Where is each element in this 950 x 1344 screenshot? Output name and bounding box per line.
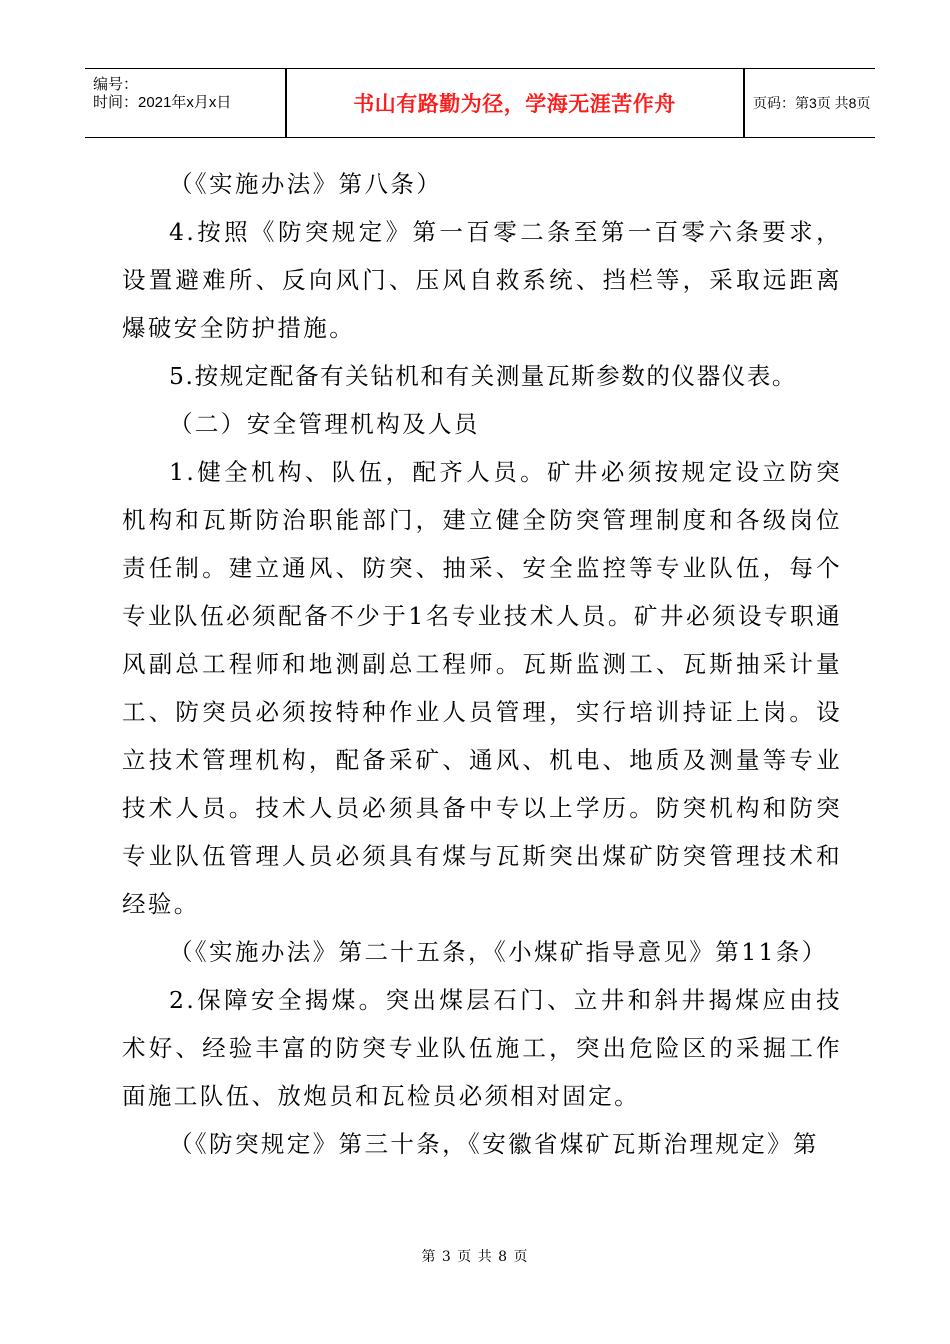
paragraph: 5.按规定配备有关钻机和有关测量瓦斯参数的仪器仪表。 (169, 362, 798, 390)
paragraph: 4.按照《防突规定》第一百零二条至第一百零六条要求，设置避难所、反向风门、压风自救系统、挡栏等，采取远距离爆破安全防护措施。 (122, 218, 842, 342)
page-header (85, 68, 875, 138)
paragraph: 1.健全机构、队伍，配齐人员。矿井必须按规定设立防突机构和瓦斯防治职能部门，建立健全防突管理制度和各级岗位责任制。建立通风、防突、抽采、安全监控等专业队伍，每个专业队伍必须配备不少于1名专业技术人员。矿井必须设专职通风副总工程师和地测副总工程师。瓦斯监测工、瓦斯抽采计量工、防突员必须按特种作业人员管理，实行培训持证上岗。设立技术管理机构，配备采矿、通风、机电、地质及测量等专业技术人员。技术人员必须具备中专以上学历。防突机构和防突专业队伍管理人员必须具有煤与瓦斯突出煤矿防突管理技术和经验。 (122, 458, 842, 918)
header-meta (85, 69, 285, 137)
paragraph: 2.保障安全揭煤。突出煤层石门、立井和斜井揭煤应由技术好、经验丰富的防突专业队伍施工，突出危险区的采掘工作面施工队伍、放炮员和瓦检员必须相对固定。 (122, 986, 842, 1110)
paragraph-citation: （《实施办法》第八条） (169, 170, 443, 198)
paragraph-citation: （《防突规定》第三十条，《安徽省煤矿瓦斯治理规定》第 (169, 1130, 819, 1158)
paragraph-citation: （《实施办法》第二十五条，《小煤矿指导意见》第11条） (169, 938, 828, 966)
number-label: 编号： (93, 76, 139, 93)
page-footer: 第 3 页 共 8 页 (421, 1249, 529, 1265)
document-body (122, 160, 842, 1168)
header-motto: 书山有路勤为径，学海无涯苦作舟 (353, 92, 676, 116)
time-label: 时间：2021年x月x日 (93, 94, 232, 111)
header-page-info: 页码：第3页 共8页 (753, 95, 871, 111)
section-heading: （二）安全管理机构及人员 (169, 410, 480, 438)
